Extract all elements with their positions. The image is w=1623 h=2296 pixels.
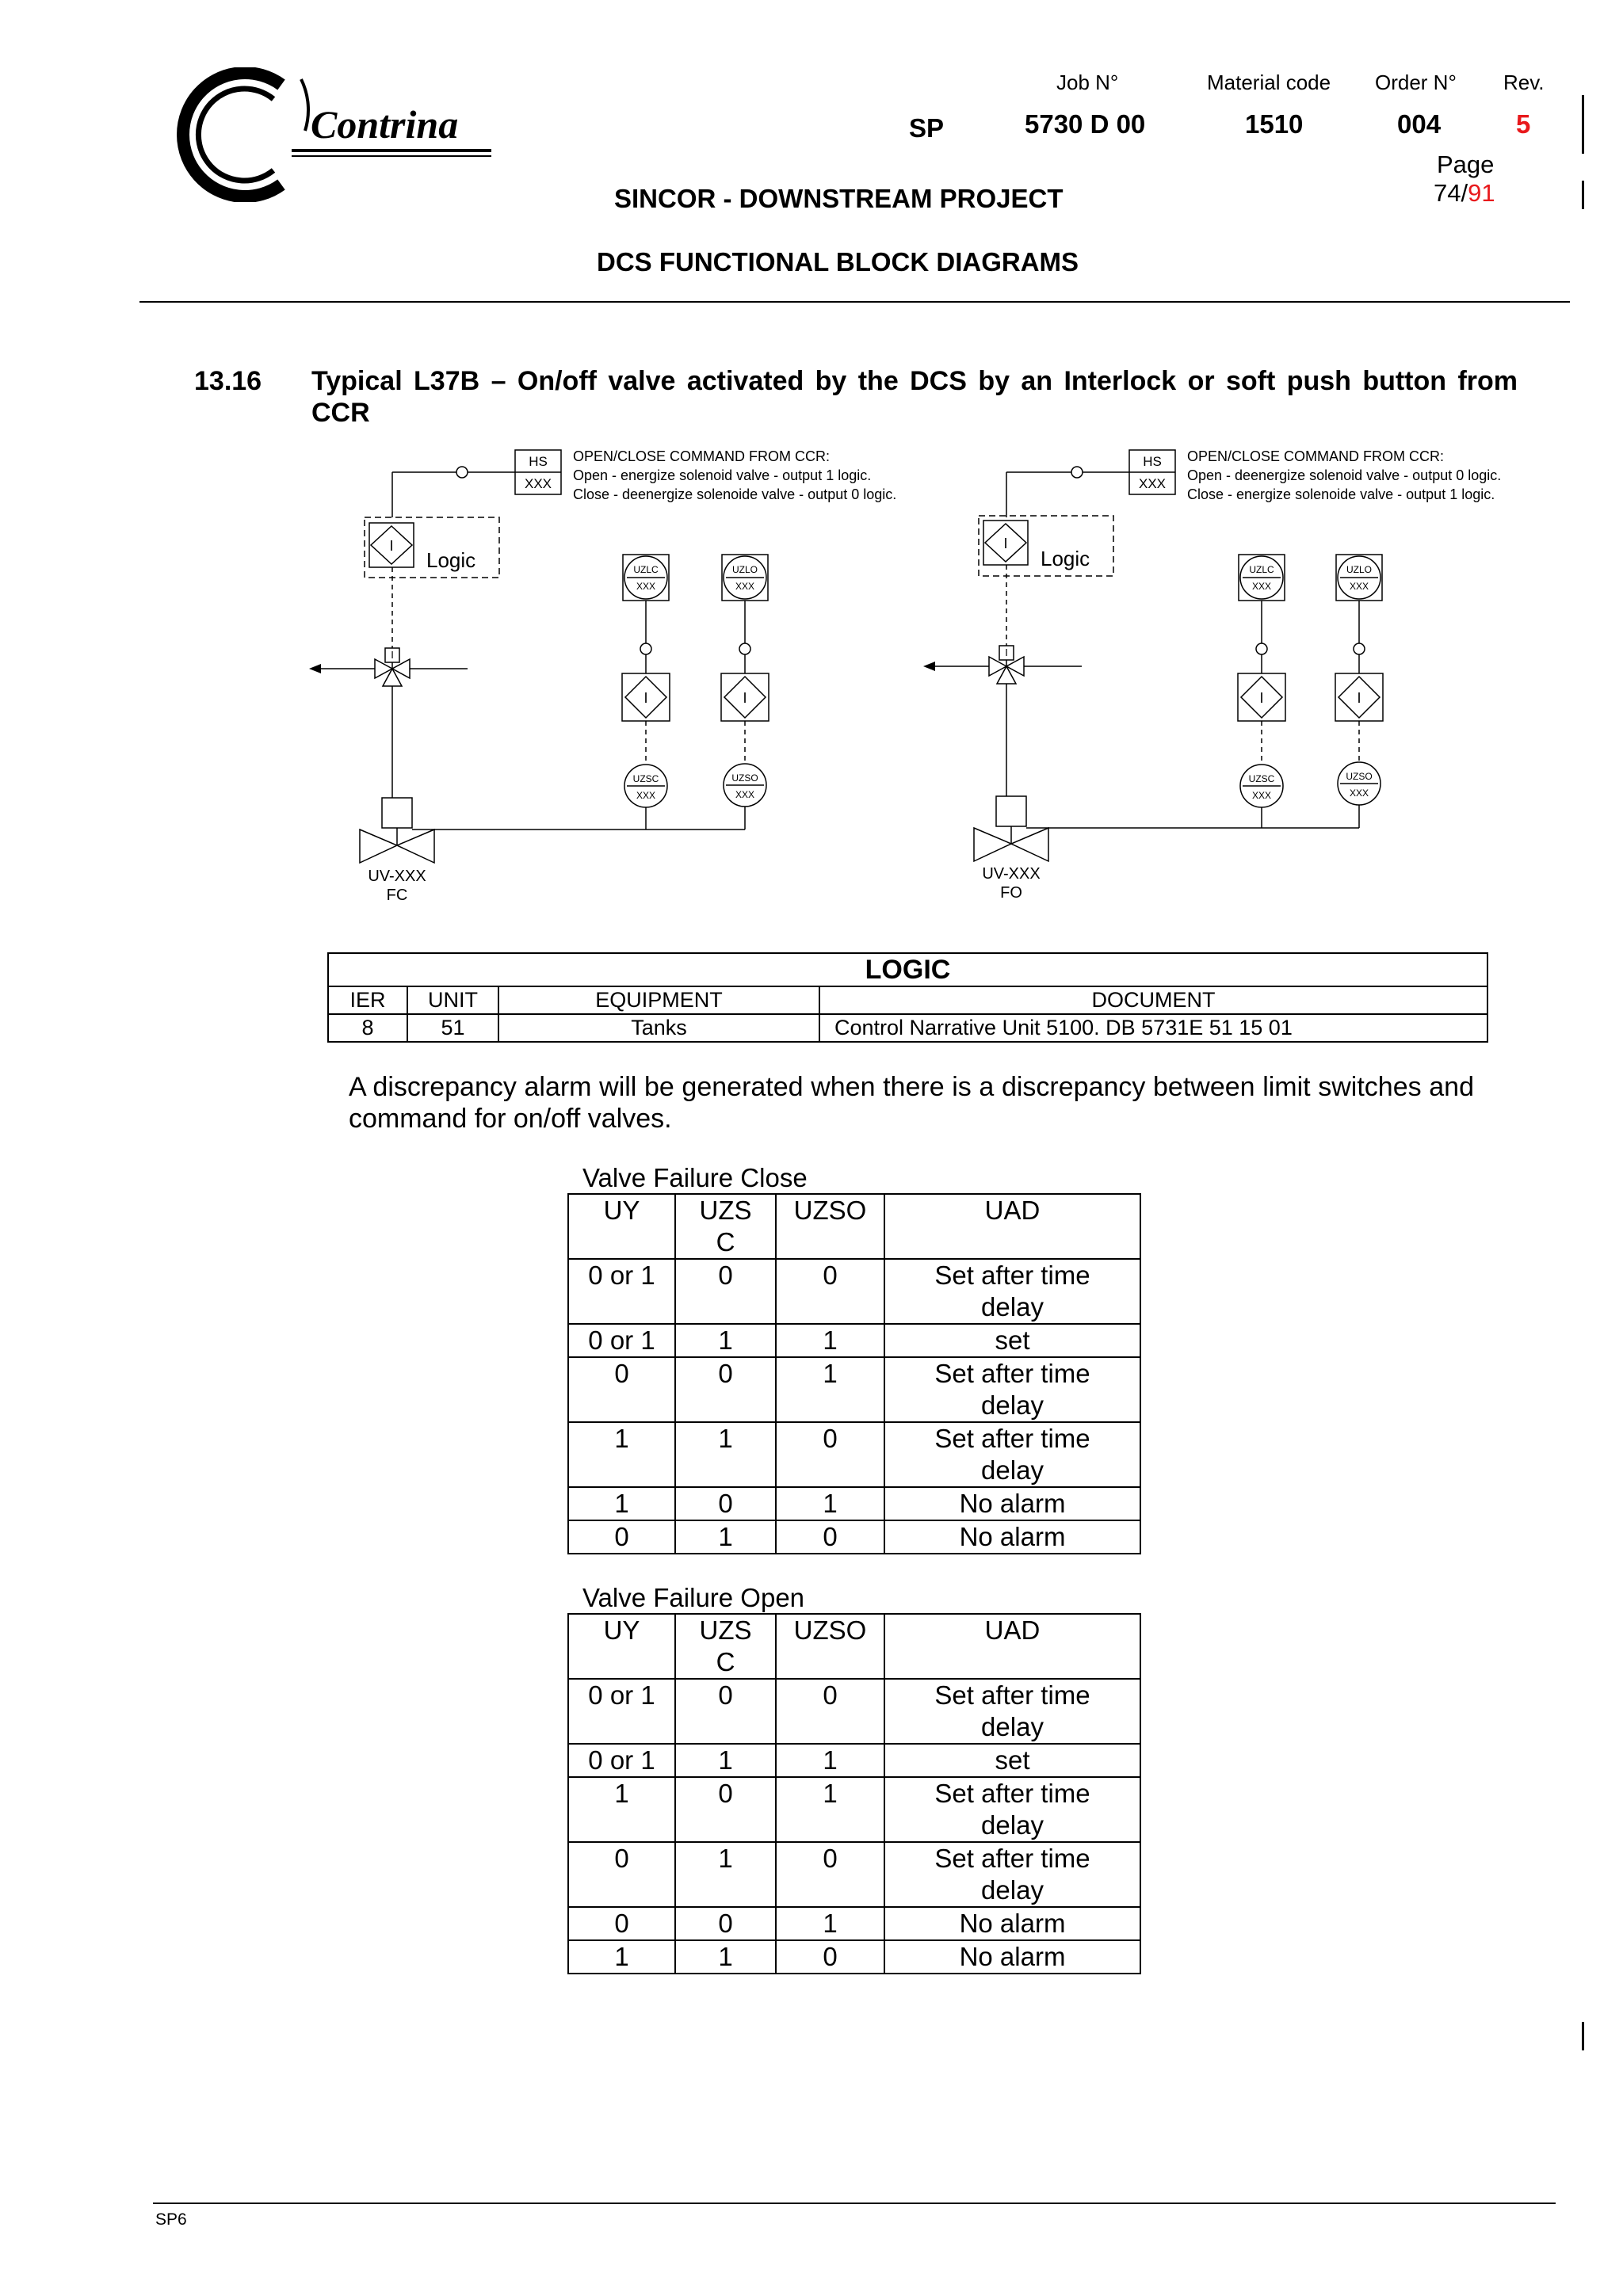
table-cell: 1	[568, 1422, 675, 1487]
table-cell: 1	[675, 1940, 776, 1974]
table-cell: No alarm	[884, 1940, 1140, 1974]
table-row	[568, 1520, 1140, 1554]
table-cell: 1	[675, 1842, 776, 1907]
table-cell: 0	[776, 1520, 884, 1554]
table-cell: 0	[776, 1259, 884, 1324]
table-cell: 0	[675, 1357, 776, 1422]
uzlc-number: XXX	[1251, 581, 1272, 592]
column-header: DOCUMENT	[819, 986, 1487, 1014]
table-cell: set	[884, 1744, 1140, 1777]
logo-underline-thin	[292, 155, 491, 157]
table-cell: set	[884, 1324, 1140, 1357]
hs-tag: HS	[1143, 454, 1162, 469]
command-note-title: OPEN/CLOSE COMMAND FROM CCR:	[573, 448, 831, 464]
hs-tag: HS	[529, 454, 548, 469]
order-number: 004	[1397, 109, 1442, 139]
table-cell: 0	[776, 1422, 884, 1487]
uzso-tag: UZSO	[1346, 771, 1373, 782]
command-note-open: Open - deenergize solenoid valve - output 0 logic.	[1187, 467, 1502, 483]
table-cell: 1	[776, 1777, 884, 1842]
command-note-title: OPEN/CLOSE COMMAND FROM CCR:	[1187, 448, 1445, 464]
logic-label: Logic	[426, 548, 476, 572]
valve-fail-mode: FC	[386, 887, 408, 904]
table-cell: Set after time delay	[884, 1259, 1140, 1324]
table-row	[568, 1259, 1140, 1324]
table-cell: 0 or 1	[568, 1744, 675, 1777]
valve-tag: UV-XXX	[982, 865, 1041, 883]
material-label: Material code	[1207, 71, 1331, 94]
uzlo-tag: UZLO	[1346, 564, 1373, 575]
interlock-symbol: I	[1357, 690, 1361, 706]
table-cell: 0 or 1	[568, 1324, 675, 1357]
column-header: UZSO	[776, 1194, 884, 1259]
column-header: UAD	[884, 1194, 1140, 1259]
logic-table-title: LOGIC	[328, 953, 1487, 986]
vf-close-caption: Valve Failure Close	[582, 1163, 808, 1192]
revision-bar	[1582, 2022, 1584, 2050]
uzlc-tag: UZLC	[633, 564, 659, 575]
table-cell: 8	[328, 1014, 407, 1042]
command-note-close: Close - energize solenoide valve - output 1 logic.	[1187, 486, 1495, 502]
rev-label: Rev.	[1503, 71, 1545, 94]
table-cell: 0	[568, 1842, 675, 1907]
table-cell: 0	[675, 1907, 776, 1940]
company-name: Contrina	[311, 102, 459, 147]
job-number: 5730 D 00	[1025, 109, 1146, 139]
logic-table	[327, 952, 1488, 1043]
uzso-number: XXX	[735, 789, 755, 800]
table-cell: 1	[675, 1324, 776, 1357]
table-cell: Control Narrative Unit 5100. DB 5731E 51 15 01	[819, 1014, 1487, 1042]
column-header: UZSO	[776, 1614, 884, 1679]
hs-number: XXX	[1138, 476, 1167, 491]
table-row	[568, 1842, 1140, 1907]
table-cell: No alarm	[884, 1907, 1140, 1940]
interlock-symbol: I	[389, 538, 394, 554]
table-cell: 1	[776, 1744, 884, 1777]
interlock-symbol: I	[743, 690, 747, 706]
table-cell: 1	[568, 1940, 675, 1974]
valve-tag: UV-XXX	[368, 868, 426, 885]
uzsc-number: XXX	[636, 790, 656, 801]
command-note-close: Close - deenergize solenoide valve - output 0 logic.	[573, 486, 897, 502]
table-row	[568, 1777, 1140, 1842]
table-cell: Set after time delay	[884, 1357, 1140, 1422]
table-row	[568, 1940, 1140, 1974]
table-cell: 1	[776, 1324, 884, 1357]
table-cell: No alarm	[884, 1520, 1140, 1554]
table-cell: 0	[675, 1777, 776, 1842]
rev-number: 5	[1516, 109, 1531, 139]
table-cell: 0	[776, 1940, 884, 1974]
interlock-symbol: I	[1259, 690, 1264, 706]
column-header: UZSC	[675, 1194, 776, 1259]
table-cell: Set after time delay	[884, 1842, 1140, 1907]
valve-failure-open-table	[567, 1613, 1141, 1974]
revision-bar	[1582, 95, 1584, 154]
order-label: Order N°	[1375, 71, 1457, 94]
header-rule	[139, 301, 1570, 303]
hs-number: XXX	[524, 476, 552, 491]
table-cell: 0 or 1	[568, 1259, 675, 1324]
column-header: UY	[568, 1194, 675, 1259]
table-cell: No alarm	[884, 1487, 1140, 1520]
table-cell: 1	[568, 1487, 675, 1520]
footer-code: SP6	[155, 2210, 187, 2229]
project-title: SINCOR - DOWNSTREAM PROJECT	[614, 184, 1064, 213]
page-label: Page	[1437, 151, 1495, 178]
interlock-symbol: I	[1003, 536, 1008, 551]
column-header: IER	[328, 986, 407, 1014]
table-cell: 0	[776, 1842, 884, 1907]
uzlc-tag: UZLC	[1249, 564, 1274, 575]
uzsc-tag: UZSC	[1248, 773, 1275, 784]
uzlo-number: XXX	[735, 581, 755, 592]
doc-type: SP	[909, 113, 945, 143]
table-row	[568, 1357, 1140, 1422]
solenoid-symbol: I	[391, 649, 394, 661]
uzlo-number: XXX	[1349, 581, 1369, 592]
table-cell: Set after time delay	[884, 1777, 1140, 1842]
valve-fail-mode: FO	[1000, 884, 1022, 902]
table-cell: 1	[675, 1422, 776, 1487]
uzlc-number: XXX	[636, 581, 656, 592]
block-diagram-fo	[919, 444, 1553, 919]
section-title: Typical L37B – On/off valve activated by the DCS by an Interlock or soft push button from	[311, 366, 1518, 396]
column-header: UY	[568, 1614, 675, 1679]
table-cell: 51	[407, 1014, 498, 1042]
table-cell: 1	[776, 1487, 884, 1520]
table-cell: 0	[675, 1487, 776, 1520]
section-title-cont: CCR	[311, 398, 370, 428]
table-cell: 1	[568, 1777, 675, 1842]
footer-rule	[153, 2203, 1556, 2204]
table-cell: 0	[776, 1679, 884, 1744]
table-cell: 0	[675, 1679, 776, 1744]
table-row	[568, 1907, 1140, 1940]
table-cell: 0	[568, 1907, 675, 1940]
uzsc-tag: UZSC	[632, 773, 659, 784]
column-header: EQUIPMENT	[498, 986, 819, 1014]
document-title: DCS FUNCTIONAL BLOCK DIAGRAMS	[597, 247, 1079, 277]
table-cell: Tanks	[498, 1014, 819, 1042]
vf-open-caption: Valve Failure Open	[582, 1583, 805, 1612]
table-cell: 1	[675, 1520, 776, 1554]
column-header: UZSC	[675, 1614, 776, 1679]
table-cell: 1	[776, 1907, 884, 1940]
table-cell: Set after time delay	[884, 1422, 1140, 1487]
table-cell: 0	[568, 1520, 675, 1554]
page-number: 74/91	[1434, 179, 1495, 207]
table-row	[568, 1324, 1140, 1357]
column-header: UAD	[884, 1614, 1140, 1679]
table-row	[568, 1679, 1140, 1744]
table-cell: 1	[776, 1357, 884, 1422]
discrepancy-note: A discrepancy alarm will be generated when there is a discrepancy between limit switches and command for on/off valves.	[349, 1072, 1474, 1134]
uzso-tag: UZSO	[731, 772, 758, 784]
table-cell: 0 or 1	[568, 1679, 675, 1744]
valve-failure-close-table	[567, 1193, 1141, 1554]
table-row	[568, 1422, 1140, 1487]
interlock-symbol: I	[643, 690, 648, 706]
column-header: UNIT	[407, 986, 498, 1014]
table-row	[568, 1744, 1140, 1777]
uzso-number: XXX	[1349, 788, 1369, 799]
block-diagram-fc	[305, 444, 939, 919]
logic-label: Logic	[1041, 547, 1090, 570]
logo-underline	[292, 149, 491, 152]
revision-bar	[1582, 181, 1584, 209]
table-cell: 0	[568, 1357, 675, 1422]
table-cell: Set after time delay	[884, 1679, 1140, 1744]
uzlo-tag: UZLO	[731, 564, 758, 575]
command-note-open: Open - energize solenoid valve - output 1 logic.	[573, 467, 872, 483]
table-cell: 1	[675, 1744, 776, 1777]
section-number: 13.16	[194, 366, 262, 396]
material-code: 1510	[1245, 109, 1304, 139]
table-cell: 0	[675, 1259, 776, 1324]
table-row	[568, 1487, 1140, 1520]
solenoid-symbol: I	[1005, 646, 1008, 658]
uzsc-number: XXX	[1251, 790, 1272, 801]
job-label: Job N°	[1056, 71, 1119, 94]
